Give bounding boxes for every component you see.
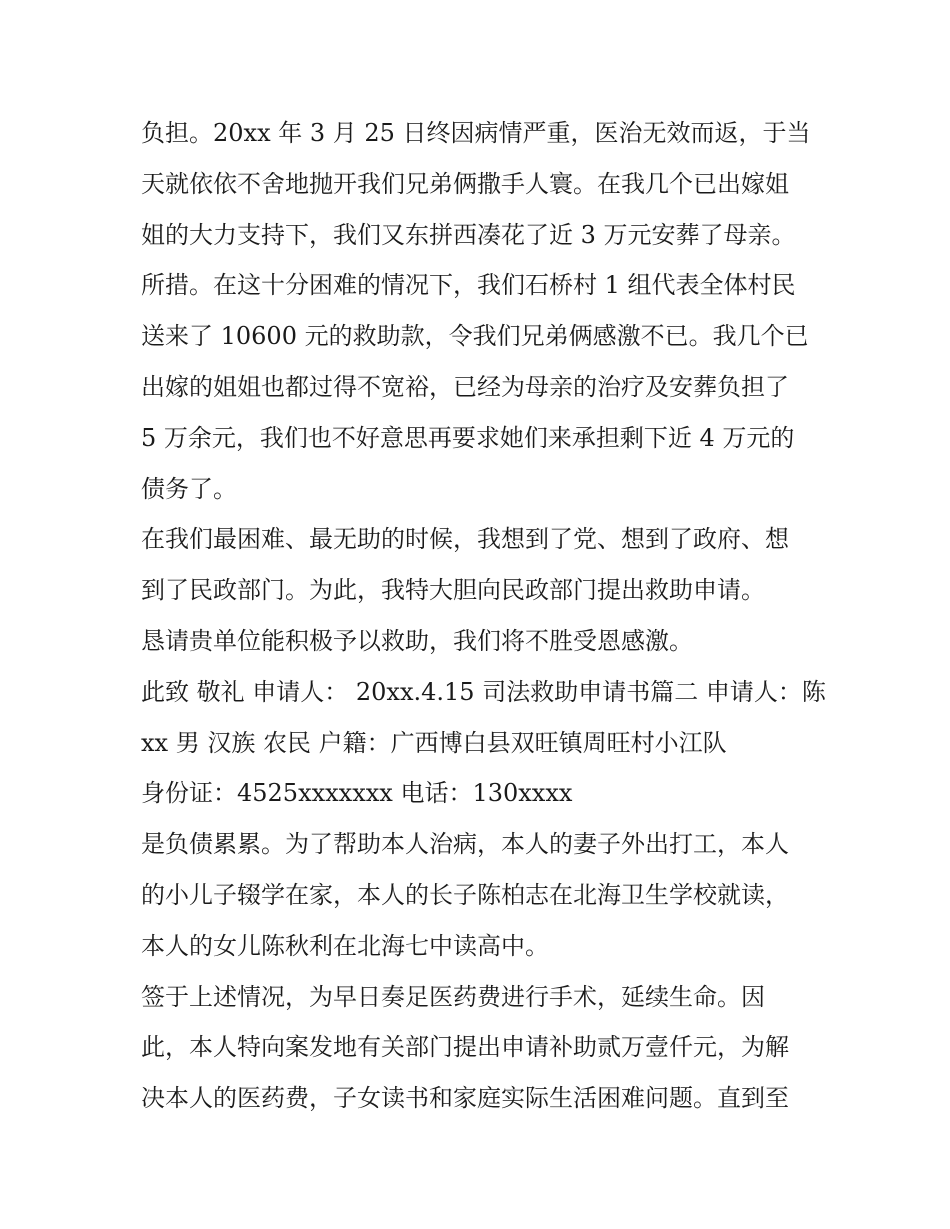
text-line: 天就依依不舍地抛开我们兄弟俩撒手人寰。在我几个已出嫁姐 — [141, 169, 789, 198]
text-line: 签于上述情况，为早日奏足医药费进行手术，延续生命。因 — [141, 982, 765, 1011]
text-line: 姐的大力支持下，我们又东拼西凑花了近 3 万元安葬了母亲。 — [141, 220, 796, 249]
text-line: 在我们最困难、最无助的时候，我想到了党、想到了政府、想 — [141, 525, 789, 554]
text-line: 是负债累累。为了帮助本人治病，本人的妻子外出打工，本人 — [141, 830, 789, 859]
text-line: 恳请贵单位能积极予以救助，我们将不胜受恩感激。 — [141, 626, 693, 655]
text-line: 负担。20xx 年 3 月 25 日终因病情严重，医治无效而返，于当 — [141, 119, 811, 147]
text-line: 此致 敬礼 申请人： 20xx.4.15 司法救助申请书篇二 申请人：陈 — [141, 677, 826, 706]
text-line: 送来了 10600 元的救助款，令我们兄弟俩感激不已。我几个已 — [141, 322, 809, 351]
text-line: 的小儿子辍学在家，本人的长子陈柏志在北海卫生学校就读， — [141, 880, 789, 909]
text-line: 5 万余元，我们也不好意思再要求她们来承担剩下近 4 万元的 — [141, 423, 795, 452]
text-line: 债务了。 — [141, 474, 237, 503]
text-line: 本人的女儿陈秋利在北海七中读高中。 — [141, 931, 549, 960]
document-body — [141, 108, 826, 1124]
text-line: xx 男 汉族 农民 户籍：广西博白县双旺镇周旺村小江队 — [141, 728, 727, 757]
text-line: 决本人的医药费，子女读书和家庭实际生活困难问题。直到至 — [141, 1084, 789, 1113]
text-line: 所措。在这十分困难的情况下，我们石桥村 1 组代表全体村民 — [141, 271, 796, 300]
text-line: 身份证：4525xxxxxxx 电话：130xxxx — [141, 779, 573, 808]
text-line: 到了民政部门。为此，我特大胆向民政部门提出救助申请。 — [141, 576, 765, 605]
text-line: 此，本人特向案发地有关部门提出申请补助贰万壹仟元，为解 — [141, 1033, 789, 1062]
text-line: 出嫁的姐姐也都过得不宽裕，已经为母亲的治疗及安葬负担了 — [141, 372, 789, 401]
